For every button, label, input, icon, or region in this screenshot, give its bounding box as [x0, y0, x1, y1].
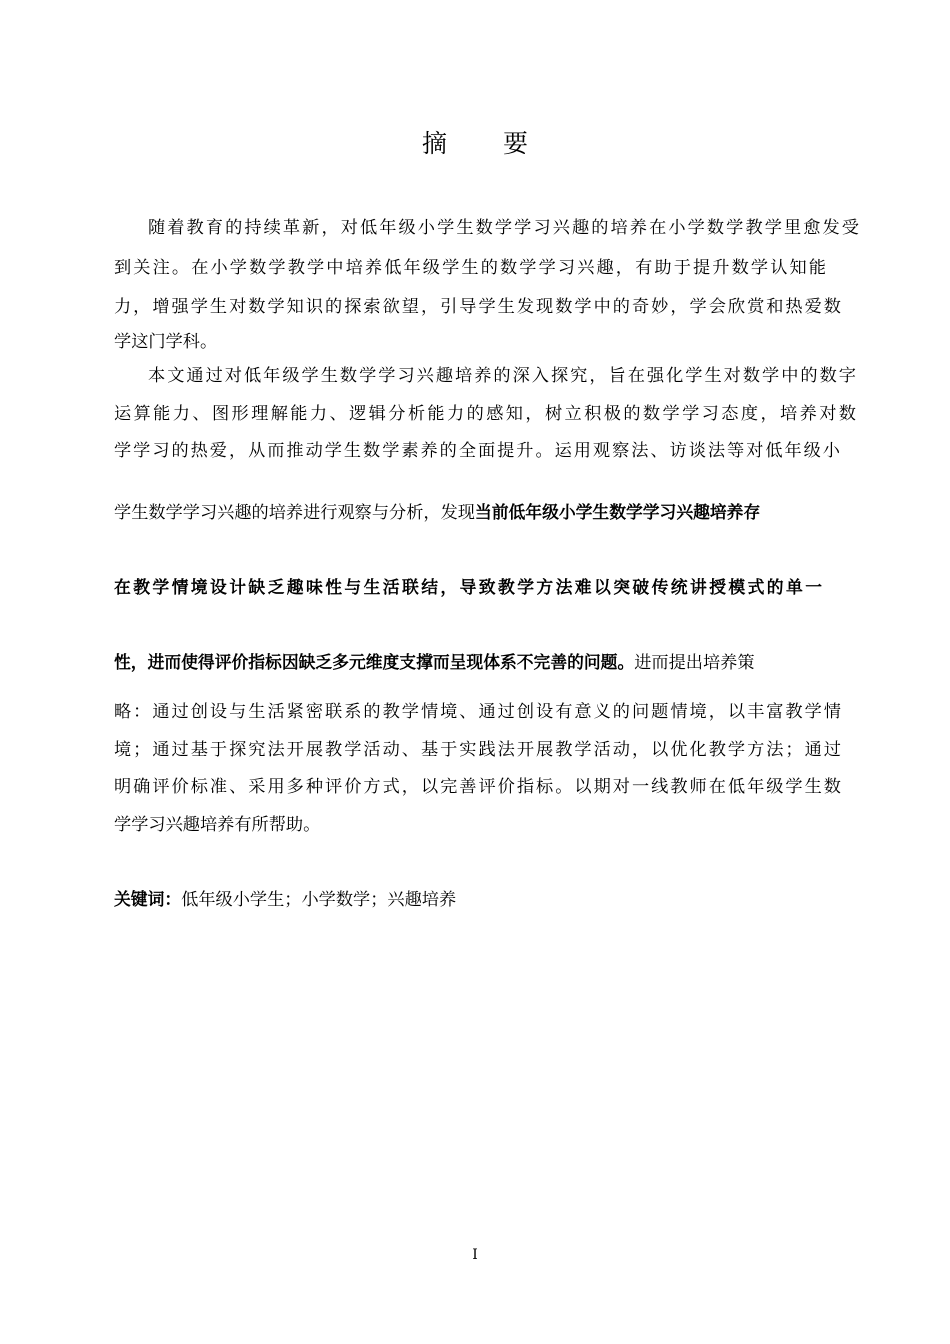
page-number: I	[472, 1247, 478, 1263]
abstract-line	[114, 651, 844, 674]
abstract-line: 明确评价标准、采用多种评价方式，以完善评价指标。以期对一线教师在低年级学生数	[114, 777, 841, 797]
keywords-value: 低年级小学生；小学数学；兴趣培养	[181, 890, 457, 910]
abstract-line: 随着教育的持续革新，对低年级小学生数学学习兴趣的培养在小学数学教学里愈发受	[148, 218, 859, 238]
abstract-text: 学生数学学习兴趣的培养进行观察与分析，发现	[114, 503, 475, 523]
abstract-text: 进而提出培养策	[634, 653, 755, 673]
abstract-finding: 当前低年级小学生数学学习兴趣培养存	[474, 502, 761, 522]
abstract-line: 学学习兴趣培养有所帮助。	[114, 815, 321, 835]
keywords-label: 关键词：	[114, 889, 182, 909]
abstract-line: 力，增强学生对数学知识的探索欲望，引导学生发现数学中的奇妙，学会欣赏和热爱数	[114, 297, 841, 317]
abstract-line: 学学习的热爱，从而推动学生数学素养的全面提升。运用观察法、访谈法等对低年级小	[114, 441, 840, 461]
abstract-line: 运算能力、图形理解能力、逻辑分析能力的感知，树立积极的数学学习态度，培养对数	[114, 404, 856, 424]
abstract-line: 本文通过对低年级学生数学学习兴趣培养的深入探究，旨在强化学生对数学中的数字	[148, 366, 856, 386]
abstract-line: 到关注。在小学数学教学中培养低年级学生的数学学习兴趣，有助于提升数学认知能	[114, 258, 826, 278]
page-title: 摘 要	[422, 129, 552, 158]
abstract-finding: 在教学情境设计缺乏趣味性与生活联结，导致教学方法难以突破传统讲授模式的单一	[114, 577, 822, 597]
abstract-line	[114, 501, 844, 524]
abstract-line: 学这门学科。	[114, 332, 218, 352]
abstract-line: 略：通过创设与生活紧密联系的教学情境、通过创设有意义的问题情境，以丰富教学情	[114, 702, 841, 722]
keywords	[114, 888, 859, 911]
abstract-line: 境；通过基于探究法开展教学活动、基于实践法开展教学活动，以优化教学方法；通过	[114, 740, 841, 760]
abstract-finding: 性，进而使得评价指标因缺乏多元维度支撑而呈现体系不完善的问题。	[114, 652, 635, 672]
